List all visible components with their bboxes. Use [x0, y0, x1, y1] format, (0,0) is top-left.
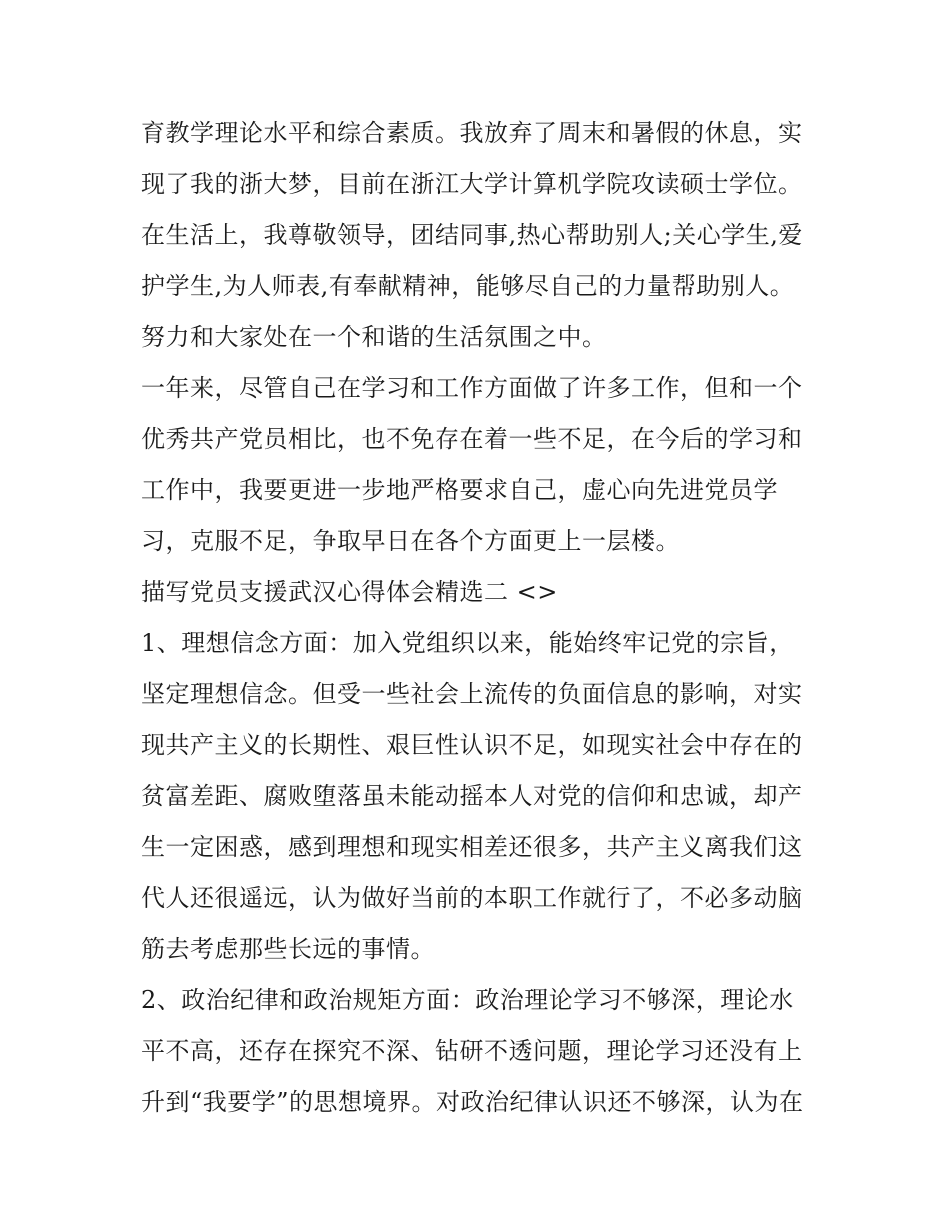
text-line: 生一定困惑，感到理想和现实相差还很多，共产主义离我们这: [141, 833, 803, 861]
text-line: 一年来，尽管自己在学习和工作方面做了许多工作，但和一个: [141, 374, 803, 402]
text-line: 筋去考虑那些长远的事情。: [141, 935, 435, 963]
text-line: 1、理想信念方面：加入党组织以来，能始终牢记党的宗旨，: [141, 629, 794, 657]
section-heading: 描写党员支援武汉心得体会精选二 <>: [141, 578, 558, 606]
text-line: 努力和大家处在一个和谐的生活氛围之中。: [141, 323, 607, 351]
text-line: 平不高，还存在探究不深、钻研不透问题，理论学习还没有上: [141, 1037, 803, 1065]
text-line: 优秀共产党员相比，也不免存在着一些不足，在今后的学习和: [141, 425, 803, 453]
text-line: 升到“我要学”的思想境界。对政治纪律认识还不够深，认为在: [141, 1088, 804, 1116]
text-line: 护学生,为人师表,有奉献精神，能够尽自己的力量帮助别人。: [141, 272, 795, 300]
document-body: [141, 108, 821, 1128]
text-line: 现了我的浙大梦，目前在浙江大学计算机学院攻读硕士学位。: [141, 170, 803, 198]
text-line: 现共产主义的长期性、艰巨性认识不足，如现实社会中存在的: [141, 731, 803, 759]
text-line: 2、政治纪律和政治规矩方面：政治理论学习不够深，理论水: [141, 986, 794, 1014]
text-line: 工作中，我要更进一步地严格要求自己，虚心向先进党员学: [141, 476, 778, 504]
text-line: 育教学理论水平和综合素质。我放弃了周末和暑假的休息，实: [141, 119, 803, 147]
text-line: 代人还很遥远，认为做好当前的本职工作就行了，不必多动脑: [141, 884, 803, 912]
text-line: 习，克服不足，争取早日在各个方面更上一层楼。: [141, 527, 680, 555]
text-line: 贫富差距、腐败堕落虽未能动摇本人对党的信仰和忠诚，却产: [141, 782, 803, 810]
text-line: 在生活上，我尊敬领导，团结同事,热心帮助别人;关心学生,爱: [141, 221, 803, 249]
text-line: 坚定理想信念。但受一些社会上流传的负面信息的影响，对实: [141, 680, 803, 708]
